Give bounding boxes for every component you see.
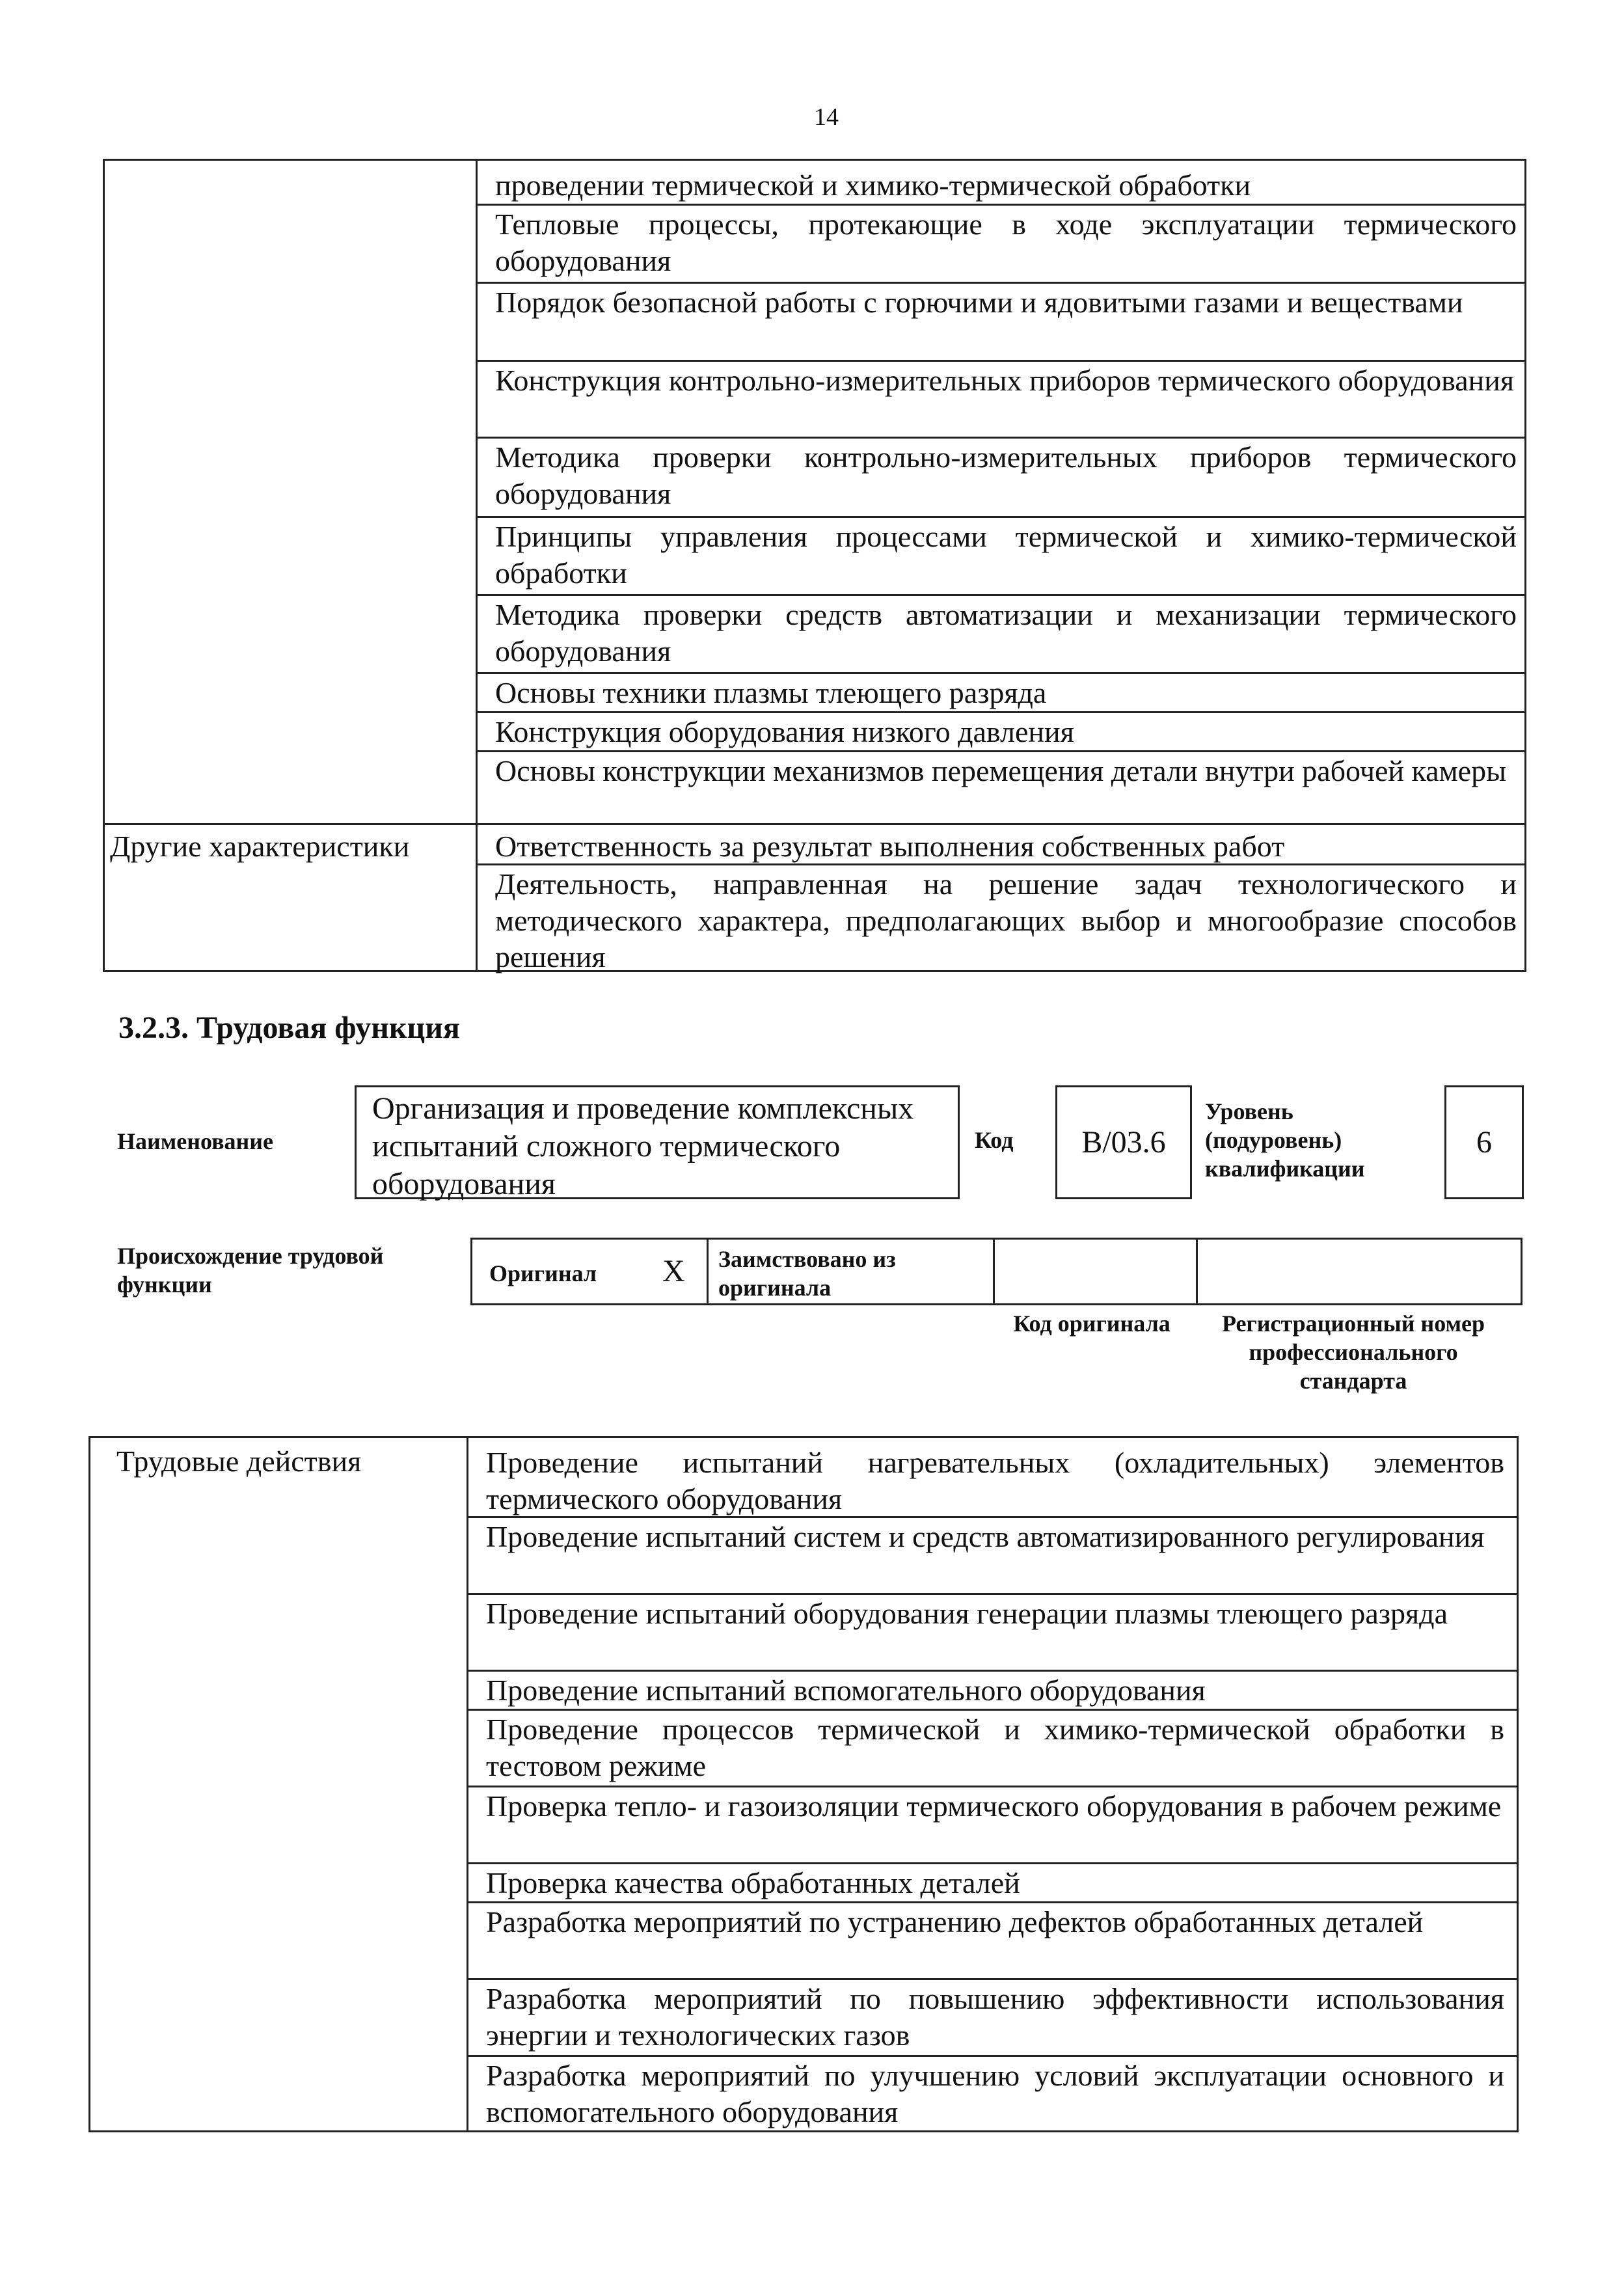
knowledge-row: Конструкция контрольно-измерительных приборов термического оборудования [495,364,1515,397]
reg-number-caption: Регистрационный номер профессионального стандарта [1221,1311,1485,1394]
knowledge-row: Основы техники плазмы тлеющего разряда [495,676,1047,709]
row-divider [476,711,1524,713]
row-divider [476,863,1524,865]
row-divider [105,823,1524,825]
knowledge-row: Методика проверки средств автоматизации и механизации термического оборудования [495,598,1517,668]
code-box [1055,1085,1192,1199]
row-divider [476,282,1524,284]
original-mark: X [662,1254,685,1288]
row-divider [476,437,1524,439]
knowledge-row: Тепловые процессы, протекающие в ходе эксплуатации термического оборудования [495,208,1517,277]
row-divider [476,672,1524,674]
labor-action-row: Проведение испытаний нагревательных (охладительных) элементов термического оборудования [486,1446,1504,1515]
origin-divider [1196,1240,1198,1303]
row-divider [467,1670,1517,1672]
row-divider [476,516,1524,518]
labor-action-row: Разработка мероприятий по повышению эффективности использования энергии и технологических газов [486,1982,1504,2052]
row-divider [467,2055,1517,2057]
page-number: 14 [814,103,839,131]
labor-action-row: Проведение процессов термической и химико-термической обработки в тестовом режиме [486,1713,1504,1782]
row-divider [467,1978,1517,1980]
row-divider [467,1709,1517,1711]
knowledge-row: Принципы управления процессами термической и химико-термической обработки [495,520,1517,590]
knowledge-row: Порядок безопасной работы с горючими и ядовитыми газами и веществами [495,286,1463,319]
section-heading: 3.2.3. Трудовая функция [118,1011,460,1045]
other-row: Деятельность, направленная на решение задач технологического и методического характера, предполагающих выбор и многообразие способов решения [495,867,1517,973]
origin-box [470,1238,1522,1305]
row-divider [467,1516,1517,1518]
labor-actions-table [88,1436,1519,2132]
other-characteristics-label: Другие характеристики [110,830,410,863]
labor-action-row: Разработка мероприятий по устранению дефектов обработанных деталей [486,1905,1424,1938]
origin-divider [993,1240,995,1303]
row-divider [467,1901,1517,1903]
function-name-box [355,1085,960,1199]
code-label: Код [975,1127,1014,1153]
row-divider [476,594,1524,596]
row-divider [467,1862,1517,1864]
knowledge-table [103,159,1526,972]
row-divider [476,204,1524,206]
name-label: Наименование [117,1128,273,1154]
function-name-value: Организация и проведение комплексных испытаний сложного термического оборудования [372,1091,914,1201]
other-row: Ответственность за результат выполнения собственных работ [495,830,1285,863]
labor-action-row: Проведение испытаний систем и средств автоматизированного регулирования [486,1520,1485,1553]
labor-action-row: Разработка мероприятий по улучшению условий эксплуатации основного и вспомогательного оборудования [486,2059,1504,2128]
knowledge-row: Конструкция оборудования низкого давления [495,715,1074,748]
labor-action-row: Проведение испытаний вспомогательного оборудования [486,1674,1206,1707]
row-divider [467,1593,1517,1595]
origin-divider [707,1240,709,1303]
original-label: Оригинал [489,1260,597,1286]
origin-label: Происхождение трудовой функции [117,1243,384,1297]
level-label: Уровень (подуровень) квалификации [1205,1098,1365,1182]
labor-action-row: Проверка качества обработанных деталей [486,1866,1020,1899]
knowledge-row: проведении термической и химико-термической обработки [495,169,1251,202]
borrowed-label: Заимствовано из оригинала [718,1246,896,1301]
labor-actions-label: Трудовые действия [116,1445,362,1478]
level-value: 6 [1476,1125,1492,1160]
knowledge-row: Методика проверки контрольно-измерительных приборов термического оборудования [495,441,1517,510]
level-box [1444,1085,1524,1199]
row-divider [476,750,1524,752]
knowledge-row: Основы конструкции механизмов перемещения детали внутри рабочей камеры [495,754,1507,787]
code-original-caption: Код оригинала [1013,1311,1171,1337]
code-value: B/03.6 [1081,1125,1166,1160]
labor-action-row: Проверка тепло- и газоизоляции термического оборудования в рабочем режиме [486,1789,1502,1823]
row-divider [467,1786,1517,1787]
column-divider [467,1438,468,2130]
labor-action-row: Проведение испытаний оборудования генерации плазмы тлеющего разряда [486,1597,1448,1630]
row-divider [476,360,1524,362]
